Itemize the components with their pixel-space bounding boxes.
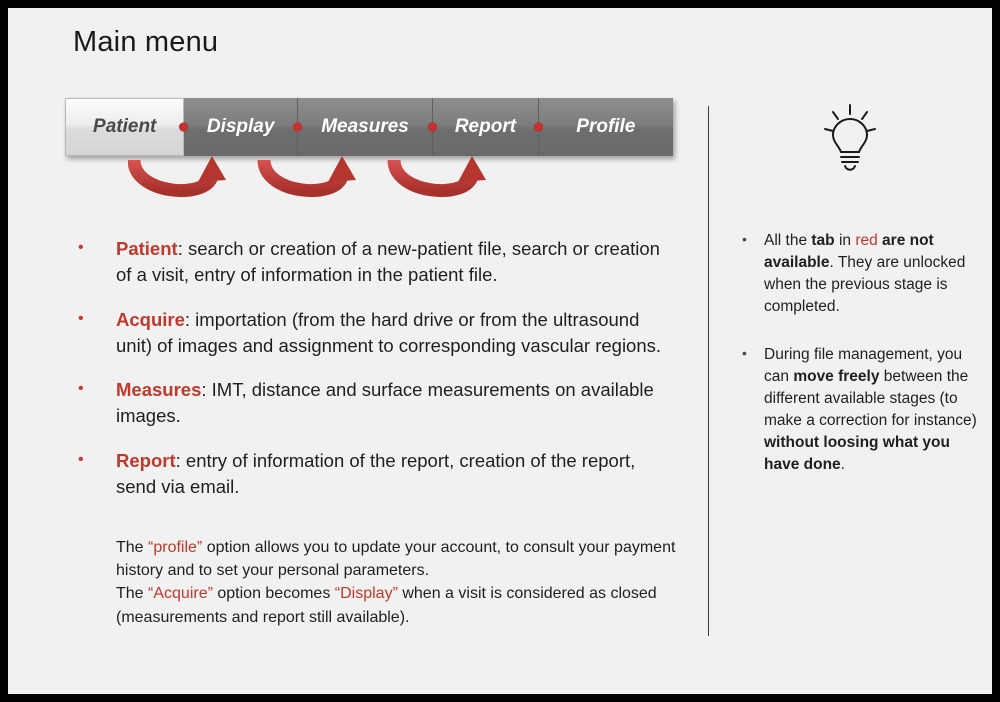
bullet-marker: • bbox=[742, 231, 747, 247]
tab-report[interactable] bbox=[433, 98, 538, 156]
list-item bbox=[68, 377, 668, 430]
note-line1-prefix: The bbox=[116, 539, 149, 556]
slide-canvas bbox=[8, 8, 992, 694]
note-line2-quoted-acquire: “Acquire” bbox=[148, 585, 213, 603]
tab-measures-label: Measures bbox=[321, 116, 409, 137]
side-note-p2: in bbox=[834, 232, 856, 249]
note-line2-quoted-display: “Display” bbox=[334, 585, 398, 603]
side-note-b1: move freely bbox=[793, 368, 880, 385]
main-bullet-list bbox=[68, 236, 668, 518]
bullet-marker: • bbox=[742, 345, 747, 361]
note-line2-mid: option becomes bbox=[212, 585, 335, 603]
tab-profile-label: Profile bbox=[576, 116, 636, 137]
side-note-p1: During file management, you can bbox=[764, 346, 963, 385]
side-note-b2: without loosing what you have done bbox=[764, 434, 950, 473]
side-note-p3: . bbox=[840, 456, 845, 473]
bullet-text: : IMT, distance and surface measurements on available images. bbox=[116, 379, 654, 427]
list-item bbox=[68, 307, 668, 360]
side-note-p3: . They are unlocked when the previous stage is completed. bbox=[764, 254, 966, 315]
bullet-text: : entry of information of the report, creation of the report, send via email. bbox=[116, 449, 636, 497]
side-note-b1: tab bbox=[811, 232, 835, 249]
lightbulb-icon bbox=[820, 103, 880, 175]
separator-dot-icon bbox=[293, 123, 302, 132]
bullet-marker: • bbox=[78, 309, 84, 327]
bullet-text: : importation (from the hard drive or from the ultrasound unit) of images and assignment to corresponding vascular regions. bbox=[116, 308, 662, 356]
side-note-red: red bbox=[855, 232, 878, 249]
side-note-b2: are not available bbox=[764, 232, 934, 271]
flow-arrows bbox=[128, 154, 548, 214]
bullet-marker: • bbox=[78, 380, 84, 398]
bullet-keyword: Patient bbox=[116, 238, 178, 259]
list-item bbox=[68, 448, 668, 501]
note-line2-prefix: The bbox=[116, 585, 149, 603]
list-item bbox=[738, 344, 988, 476]
tab-display-label: Display bbox=[206, 116, 275, 137]
tab-report-label: Report bbox=[454, 116, 517, 137]
tab-display[interactable] bbox=[184, 98, 297, 156]
separator-dot-icon bbox=[428, 123, 437, 132]
tab-measures[interactable] bbox=[298, 98, 433, 156]
note-line2-rest: when a visit is considered as closed (measurements and report still available). bbox=[116, 585, 657, 626]
bullet-marker: • bbox=[78, 450, 84, 468]
tab-patient[interactable] bbox=[65, 98, 184, 156]
page-title: Main menu bbox=[73, 26, 219, 58]
tab-profile[interactable] bbox=[539, 98, 673, 156]
footer-note bbox=[116, 536, 676, 629]
curved-arrow-icon bbox=[394, 156, 486, 191]
bullet-keyword: Acquire bbox=[116, 308, 185, 330]
curved-arrow-icon bbox=[134, 156, 226, 191]
main-menu-tabbar bbox=[65, 98, 673, 156]
bullet-keyword: Report bbox=[116, 449, 176, 471]
side-note-p1: All the bbox=[764, 232, 812, 249]
curved-arrow-icon bbox=[264, 156, 356, 191]
vertical-divider bbox=[708, 106, 709, 636]
side-note-list bbox=[738, 230, 988, 502]
bullet-keyword: Measures bbox=[116, 379, 202, 401]
list-item bbox=[68, 236, 668, 289]
note-line1-quoted: “profile” bbox=[148, 539, 203, 556]
side-note-p2: between the different available stages (to make a correction for instance) bbox=[764, 368, 977, 429]
bullet-marker: • bbox=[78, 239, 84, 256]
bullet-text: : search or creation of a new-patient file, search or creation of a visit, entry of information in the patient file. bbox=[116, 238, 660, 286]
tab-patient-label: Patient bbox=[93, 116, 157, 137]
separator-dot-icon bbox=[179, 123, 188, 132]
separator-dot-icon bbox=[534, 123, 543, 132]
note-line1-rest: option allows you to update your account, to consult your payment history and to set your personal parameters. bbox=[116, 539, 676, 580]
list-item bbox=[738, 230, 988, 318]
